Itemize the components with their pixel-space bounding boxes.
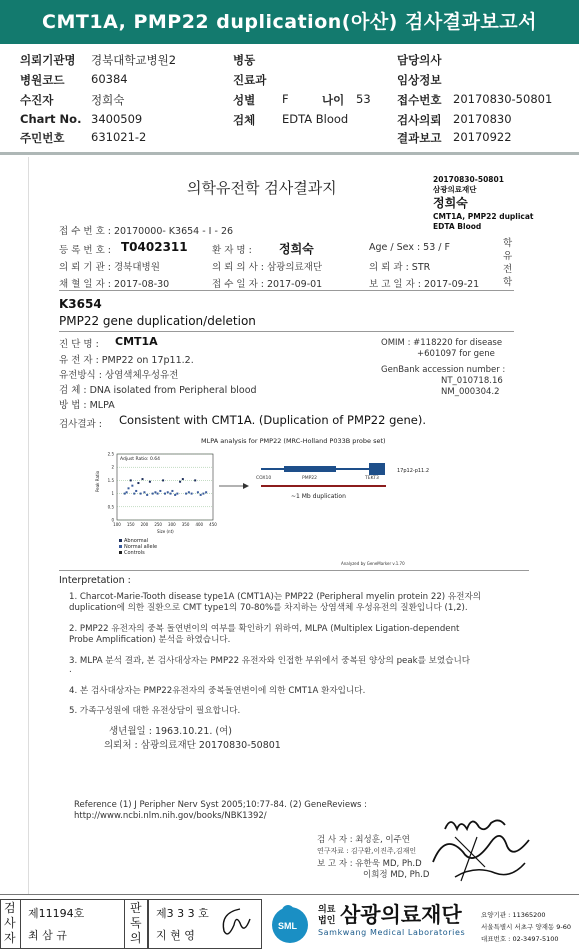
arrow-head	[243, 483, 249, 489]
data-point	[164, 493, 166, 495]
y-tick-label: 2	[111, 464, 114, 470]
omim-disease: OMIM : #118220 for disease	[381, 338, 503, 348]
header-label-4: 주민번호	[20, 131, 65, 145]
region-label: 17p12-p11.2	[397, 468, 430, 474]
sml-logo-icon	[268, 901, 314, 947]
data-point	[154, 491, 156, 493]
reviewer-name: 지 현 영	[156, 929, 195, 942]
mlpa-figure	[29, 432, 579, 572]
interp-line-3: Probe Amplification) 분석을 하였습니다.	[69, 635, 231, 645]
plot-frame	[117, 454, 213, 520]
data-point	[140, 493, 142, 495]
header-c3-value-3: 20170830	[453, 112, 512, 126]
data-point	[126, 491, 128, 493]
specimen: 검 체 : DNA isolated from Peripheral blood	[59, 385, 257, 396]
signer-research: 연구자료 : 김구환,이진주,김재인	[317, 847, 417, 855]
signer-tester: 검 사 자 : 최성훈, 이주연	[317, 835, 410, 845]
legend-abnormal-swatch	[119, 539, 122, 542]
gene-pmp22: PMP22	[302, 476, 318, 481]
diagnosis: CMT1A	[115, 335, 158, 348]
figure-title: MLPA analysis for PMP22 (MRC-Holland P033B probe set)	[201, 437, 386, 445]
header-c3-label-0: 담당의사	[397, 53, 442, 67]
birth-date: 생년월일 : 1963.10.21. (여)	[109, 726, 232, 737]
data-point	[149, 481, 151, 483]
data-point	[157, 493, 159, 495]
legend-controls: Controls	[124, 550, 145, 556]
header-c2-value-2: F	[282, 92, 289, 106]
tester-label: 검사자	[4, 901, 16, 945]
interp-line-1: duplication에 의한 질환으로 CMT type1의 70-80%를 차지하는 상염색체 우성유전의 질환입니다 (1,2).	[69, 603, 468, 613]
legend-abnormal: Abnormal	[124, 538, 149, 544]
referring-dept: 의 뢰 과 : STR	[369, 262, 431, 273]
data-point	[191, 493, 193, 495]
data-point	[167, 491, 169, 493]
data-point	[124, 493, 126, 495]
data-point	[188, 491, 190, 493]
ratio-label: Adjust Ratio: 0.64	[120, 457, 161, 462]
x-tick-label: 450	[209, 522, 217, 527]
data-point	[159, 490, 161, 492]
interpretation-title: Interpretation :	[59, 575, 131, 586]
x-tick-label: 300	[168, 522, 176, 527]
reviewer-signature	[218, 905, 258, 943]
legend-normal: Normal allele	[124, 544, 158, 550]
gene: 유 전 자 : PMP22 on 17p11.2.	[59, 355, 194, 366]
data-point	[182, 478, 184, 480]
gene-cox10: COX10	[256, 476, 272, 481]
y-tick-label: 0.5	[107, 504, 114, 510]
label-line-4: EDTA Blood	[433, 222, 482, 231]
gene-tekt3: TEKT3	[365, 476, 379, 481]
org-line-2: 서울특별시 서초구 양재동 9-60	[481, 923, 572, 931]
x-tick-label: 200	[140, 522, 149, 527]
header-c3-value-2: 20170830-50801	[453, 92, 553, 106]
header-value-2: 정희숙	[91, 93, 125, 107]
header-value-0: 경북대학교병원2	[91, 53, 177, 67]
header-label-0: 의뢰기관명	[20, 53, 76, 67]
registration-number: T0402311	[121, 240, 188, 254]
omim-gene: +601097 for gene	[417, 349, 495, 359]
side-label: 학 유 전 학	[503, 238, 513, 288]
gene-block-tekt3	[369, 463, 385, 475]
x-tick-label: 350	[181, 522, 190, 527]
header-c3-value-4: 20170922	[453, 130, 512, 144]
interp-line-5: .	[69, 665, 72, 675]
y-tick-label: 2.5	[107, 451, 114, 457]
data-point	[202, 493, 204, 495]
age-sex: Age / Sex : 53 / F	[369, 242, 450, 253]
data-point	[169, 493, 171, 495]
header-c3-label-2: 접수번호	[397, 93, 442, 107]
referring-institution: 의 뢰 기 관 : 경북대병원	[59, 262, 160, 273]
logo-text: SML	[278, 921, 297, 931]
data-point	[171, 490, 173, 492]
data-point	[194, 479, 196, 481]
patient-name-label: 환 자 명 :	[212, 245, 252, 256]
scanned-report	[28, 157, 579, 895]
interp-line-7: 5. 가족구성원에 대한 유전상담이 필요합니다.	[69, 706, 241, 716]
reviewer-label: 판독의	[130, 901, 142, 945]
header-c3-label-1: 임상정보	[397, 73, 442, 87]
data-point	[130, 479, 132, 481]
interp-line-0: 1. Charcot-Marie-Tooth disease type1A (CMT1A)는 PMP22 (Peripheral myelin protein 22) 유전자의	[69, 592, 482, 602]
legend-normal-swatch	[119, 545, 122, 548]
tester-license: 제11194호	[28, 907, 85, 920]
header-c2-value-3: EDTA Blood	[282, 112, 349, 126]
label-line-0: 20170830-50801	[433, 175, 504, 184]
signer-reporter-2: 이희정 MD, Ph.D	[363, 870, 430, 880]
interp-line-2: 2. PMP22 유전자의 중복 돌연변이의 여부를 확인하기 위하여, MLPA (Multiplex Ligation-dependent	[69, 624, 460, 634]
x-ticks	[113, 522, 217, 527]
org-name: 삼광의료재단	[340, 903, 462, 927]
data-point	[146, 494, 148, 496]
data-point	[197, 491, 199, 493]
header-c2-label-2: 성별	[233, 93, 256, 107]
data-points	[124, 478, 207, 496]
interp-line-6: 4. 본 검사대상자는 PMP22유전자의 중복돌연변이에 의한 CMT1A 환자입니다.	[69, 686, 366, 696]
report-heading: 의학유전학 검사결과지	[187, 179, 337, 197]
result-text: Consistent with CMT1A. (Duplication of PMP22 gene).	[119, 413, 426, 427]
x-tick-label: 100	[113, 522, 121, 527]
age-value: 53	[356, 92, 371, 106]
label-line-1: 삼광의료재단	[433, 185, 477, 194]
software-label: Analyzed by GeneMarker v.1.70	[341, 561, 405, 566]
reference-2: http://www.ncbi.nlm.nih.gov/books/NBK1392/	[74, 811, 267, 821]
data-point	[185, 493, 187, 495]
y-tick-label: 0	[111, 517, 114, 523]
test-code: K3654	[59, 297, 102, 311]
header-label-1: 병원코드	[20, 73, 65, 87]
reference-1: Reference (1) J Peripher Nerv Syst 2005;10:77-84. (2) GeneReviews :	[74, 800, 368, 810]
header-value-4: 631021-2	[91, 130, 147, 144]
data-point	[162, 479, 164, 481]
handwritten-signature	[425, 807, 545, 887]
data-point	[179, 481, 181, 483]
footer	[0, 894, 579, 949]
age-label: 나이	[322, 93, 345, 107]
result-label: 검사결과 :	[59, 419, 102, 430]
header-value-1: 60384	[91, 72, 128, 86]
signer-reporter: 보 고 자 : 유한욱 MD, Ph.D	[317, 859, 422, 869]
report-title-banner: CMT1A, PMP22 duplication(아산) 검사결과보고서	[0, 0, 579, 44]
x-tick-label: 400	[195, 522, 204, 527]
diagnosis-label: 진 단 명 :	[59, 339, 99, 350]
data-point	[143, 491, 145, 493]
x-tick-label: 250	[154, 522, 162, 527]
org-english: Samkwang Medical Laboratories	[318, 928, 466, 937]
reception-date: 접 수 일 자 : 2017-09-01	[212, 279, 323, 290]
y-tick-label: 1.5	[107, 477, 114, 483]
header-c2-label-0: 병동	[233, 53, 256, 67]
genbank-label: GenBank accession number :	[381, 365, 506, 375]
data-point	[128, 487, 130, 489]
data-point	[176, 493, 178, 495]
header-label-2: 수진자	[20, 93, 54, 107]
y-tick-label: 1	[111, 491, 114, 497]
org-line-3: 대표번호 : 02-3497-5100	[481, 935, 559, 943]
label-line-3: CMT1A, PMP22 duplicat	[433, 212, 534, 221]
header-label-3: Chart No.	[20, 112, 82, 126]
label-line-2: 정희숙	[433, 196, 468, 210]
y-ticks	[108, 452, 213, 523]
data-point	[205, 491, 207, 493]
data-point	[152, 493, 154, 495]
registration-label: 등 록 번 호 :	[59, 245, 111, 256]
test-name: PMP22 gene duplication/deletion	[59, 314, 256, 328]
data-point	[200, 494, 202, 496]
reviewer-license: 제3 3 3 호	[156, 907, 209, 920]
blood-draw-date: 채 혈 일 자 : 2017-08-30	[59, 279, 170, 290]
interp-line-4: 3. MLPA 분석 결과, 본 검사대상자는 PMP22 유전자와 인접한 부위에서 중복된 양상의 peak를 보였습니다	[69, 656, 471, 666]
header-c3-label-3: 검사의뢰	[397, 113, 442, 127]
header-divider	[0, 152, 579, 155]
data-point	[133, 493, 135, 495]
data-point	[131, 485, 133, 487]
reg-divider	[59, 290, 514, 291]
header-c2-label-1: 진료과	[233, 73, 267, 87]
inheritance: 유전방식 : 상염색체우성유전	[59, 370, 179, 381]
plot-xlabel: Size (nt)	[157, 529, 174, 534]
plot-ylabel: Peak Ratio	[95, 470, 100, 492]
report-date: 보 고 일 자 : 2017-09-21	[369, 279, 480, 290]
header-value-3: 3400509	[91, 112, 143, 126]
legend-controls-swatch	[119, 551, 122, 554]
data-point	[174, 494, 176, 496]
data-point	[135, 490, 137, 492]
data-point	[137, 482, 139, 484]
genbank-nm: NM_000304.2	[441, 387, 500, 397]
dup-label: ~1 Mb duplication	[291, 493, 346, 500]
test-divider	[59, 331, 514, 332]
referring-doctor: 의 뢰 의 사 : 삼광의료재단	[212, 262, 323, 273]
x-tick-label: 150	[126, 522, 135, 527]
figure-divider	[59, 570, 529, 571]
org-line-1: 요양기관 : 11365200	[481, 911, 546, 919]
tester-name: 최 삼 규	[28, 929, 67, 942]
genbank-nt: NT_010718.16	[441, 376, 503, 386]
referrer: 의뢰처 : 삼광의료재단 20170830-50801	[104, 740, 281, 751]
header-c3-label-4: 결과보고	[397, 131, 442, 145]
org-prefix: 의료법인	[318, 905, 336, 926]
tester-divider	[20, 899, 21, 949]
gene-block-pmp22	[284, 466, 336, 472]
method: 방 법 : MLPA	[59, 400, 115, 411]
reception-number: 접 수 번 호 : 20170000- K3654 - I - 26	[59, 226, 234, 237]
patient-name: 정희숙	[279, 242, 314, 256]
header-c2-label-3: 검체	[233, 113, 256, 127]
data-point	[142, 478, 144, 480]
